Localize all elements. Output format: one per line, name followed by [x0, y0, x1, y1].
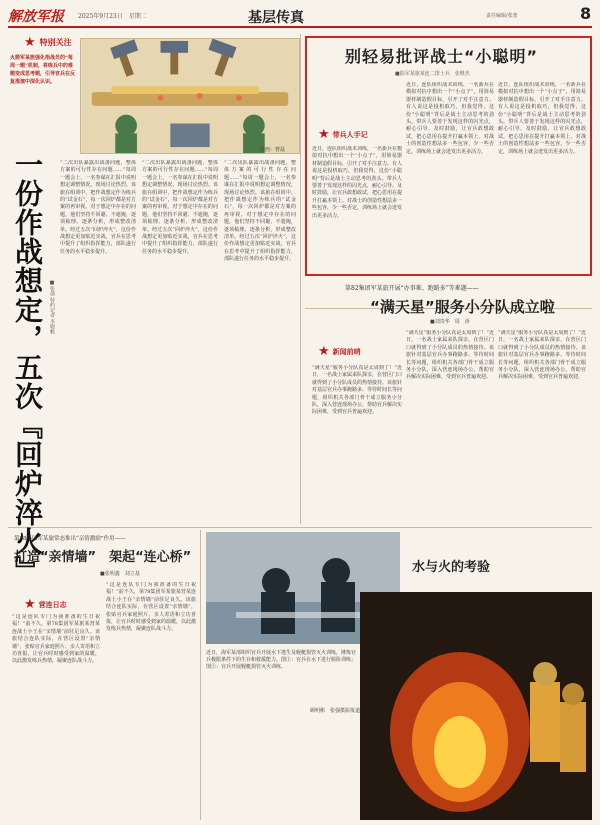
- star-icon: ★: [24, 35, 36, 50]
- relative-wall-title: 打造“亲情墙” 架起“连心桥”: [14, 550, 192, 565]
- firefighting-photo-illustration: [360, 592, 592, 820]
- service-team-kicker: 第82集团军某旅开展“办事难、跑路多”等难题——: [345, 285, 479, 292]
- star-icon: ★: [318, 127, 330, 142]
- special-focus-title: 一份作战想定，五次『回炉淬火』: [11, 150, 44, 585]
- fire-water-credit: 顾明彬 张强摄影报道: [309, 708, 360, 714]
- section-divider: [8, 527, 592, 528]
- special-focus-label: 特别关注: [39, 38, 72, 47]
- feature-body-col2: 近日，连队组织战术训练，一名新兵在模拟对抗中想出一个“小点子”，用简易器材制造假目标，引开了对手注意力。有人说这是投机取巧，但我觉得，这份“小聪明”背后是战士主动思考的劲头。带兵人要善于发现这样的闪光点，耐心引导、及时鼓励，让官兵敢想敢试，把心思用在提升打赢本领上。对战士的创造性想法多一些包容，少一些否定，训练场上就会迸发出更多活力。: [406, 82, 494, 155]
- special-focus-byline: ■张倩 特约记者 李晓帆: [49, 280, 55, 335]
- news-front-subhead: [318, 345, 361, 358]
- masthead: [8, 4, 592, 28]
- special-focus-header: [24, 36, 72, 49]
- editor-credit: 责任编辑/张蕾: [486, 13, 518, 19]
- column-divider: [200, 530, 201, 820]
- relative-wall-body-col2: “这是连队专门为我准备的生日祝福！”前不久，第78集团军某旅某营某连战士小王在“亲情墙”前驻足良久。该旅结合连队实际，在营区设置“亲情墙”，张贴官兵家庭照片、亲人寄语和立功喜报，让官兵时时感受到家的温暖，以此激发练兵热情，凝聚连队战斗力。: [106, 582, 196, 633]
- company-log-label: 营连日志: [38, 600, 67, 609]
- fire-water-title: 水与火的考验: [412, 560, 491, 575]
- service-team-body-col1: “满天星”服务小分队真是太周到了！”近日，一名战士家属来队探亲，在营区门口就得到了小分队成员的热情接待。该旅针对基层官兵办事跑路多、等待时间长等问题，组织机关各部门骨干成立服务小分队，深入营连现场办公，帮助官兵解决实际困难，受到官兵普遍欢迎。: [312, 365, 402, 416]
- special-focus-body-col1: “二次出队暴露出战备问题，整体方案的可行性存在问题……”每周一题会上，一名参谋在汇报中说明想定调整情况，现场讨论热烈。该旅在组训中，把作战想定作为练兵的“试金石”，每一次回炉都是对方案的再审视。对于想定中存在的问题，他们坚持不回避、不遮掩，逐项梳理、逐条分析，形成整改清单。经过五次“回炉淬火”，这份作战想定更加贴近实战，官兵在思考中提升了组织指挥能力，部队遂行任务的水平稳步提升。: [60, 160, 136, 255]
- cartoon-caption: 漫画：曹磊: [260, 147, 286, 153]
- service-team-body-col2: “满天星”服务小分队真是太周到了！”近日，一名战士家属来队探亲，在营区门口就得到了小分队成员的热情接待。该旅针对基层官兵办事跑路多、等待时间长等问题，组织机关各部门骨干成立服务小分队，深入营连现场办公，帮助官兵解决实际困难，受到官兵普遍欢迎。: [406, 330, 494, 381]
- company-log-subhead: [24, 598, 67, 611]
- star-icon: ★: [24, 597, 36, 612]
- feature-body-col1: 近日，连队组织战术训练，一名新兵在模拟对抗中想出一个“小点子”，用简易器材制造假目标，引开了对手注意力。有人说这是投机取巧，但我觉得，这份“小聪明”背后是战士主动思考的劲头。带兵人要善于发现这样的闪光点，耐心引导、及时鼓励，让官兵敢想敢试，把心思用在提升打赢本领上。对战士的创造性想法多一些包容，少一些否定，训练场上就会迸发出更多活力。: [312, 146, 402, 219]
- star-icon: ★: [318, 344, 330, 359]
- news-front-label: 新闻前哨: [332, 347, 361, 356]
- section-title: 基层传真: [248, 10, 304, 26]
- service-team-byline: ■刘贵华 周 涛: [430, 319, 470, 325]
- relative-wall-body-col1: “这是连队专门为我准备的生日祝福！”前不久，第78集团军某旅某营某连战士小王在“亲情墙”前驻足良久。该旅结合连队实际，在营区设置“亲情墙”，张贴官兵家庭照片、亲人寄语和立功喜报，让官兵时时感受到家的温暖，以此激发练兵热情，凝聚连队战斗力。: [12, 614, 100, 665]
- service-team-body-col3: “满天星”服务小分队真是太周到了！”近日，一名战士家属来队探亲，在营区门口就得到了小分队成员的热情接待。该旅针对基层官兵办事跑路多、等待时间长等问题，组织机关各部门骨干成立服务小分队，深入营连现场办公，帮助官兵解决实际困难，受到官兵普遍欢迎。: [498, 330, 586, 381]
- feature-subhead-label: 带兵人手记: [332, 130, 368, 139]
- feature-subhead: [318, 128, 368, 141]
- column-divider: [300, 34, 301, 524]
- special-focus-intro: 火箭军某旅强化指战员的“每周一题”机制，将练兵中的难题变成思考题，引导官兵在反复推演中深化认识。: [10, 55, 76, 85]
- service-team-title: “满天星”服务小分队成立啦: [370, 298, 555, 316]
- cartoon-illustration: [81, 39, 299, 153]
- feature-byline: ■陆军某旅某连二排士兵 张继杰: [395, 71, 470, 77]
- newspaper-logo: 解放军报: [8, 9, 64, 25]
- special-focus-body-col3: “二次出队暴露出战备问题，整体方案的可行性存在问题……”每周一题会上，一名参谋在汇报中说明想定调整情况，现场讨论热烈。该旅在组训中，把作战想定作为练兵的“试金石”，每一次回炉都是对方案的再审视。对于想定中存在的问题，他们坚持不回避、不遮掩，逐项梳理、逐条分析，形成整改清单。经过五次“回炉淬火”，这份作战想定更加贴近实战，官兵在思考中提升了组织指挥能力，部队遂行任务的水平稳步提升。: [224, 160, 296, 263]
- special-focus-body-col2: “二次出队暴露出战备问题，整体方案的可行性存在问题……”每周一题会上，一名参谋在汇报中说明想定调整情况，现场讨论热烈。该旅在组训中，把作战想定作为练兵的“试金石”，每一次回炉都是对方案的再审视。对于想定中存在的问题，他们坚持不回避、不遮掩，逐项梳理、逐条分析，形成整改清单。经过五次“回炉淬火”，这份作战想定更加贴近实战，官兵在思考中提升了组织指挥能力，部队遂行任务的水平稳步提升。: [142, 160, 218, 255]
- editorial-cartoon: [80, 38, 300, 154]
- page-number: 8: [580, 4, 592, 23]
- feature-title: 别轻易批评战士“小聪明”: [345, 47, 539, 66]
- fire-water-caption: 近日，海军某部组织官兵开展水下逃生及舰艇损管灭火训练，锤炼官兵极限条件下的生存和救援能力。图①：官兵在水下进行脱险训练；图②：官兵开展舰艇损管灭火训练。: [206, 650, 357, 670]
- issue-date: 2025年9月23日 星期二: [78, 13, 147, 20]
- feature-body-col3: 近日，连队组织战术训练，一名新兵在模拟对抗中想出一个“小点子”，用简易器材制造假目标，引开了对手注意力。有人说这是投机取巧，但我觉得，这份“小聪明”背后是战士主动思考的劲头。带兵人要善于发现这样的闪光点，耐心引导、及时鼓励，让官兵敢想敢试，把心思用在提升打赢本领上。对战士的创造性想法多一些包容，少一些否定，训练场上就会迸发出更多活力。: [498, 82, 586, 155]
- relative-wall-kicker: 第78集团军某旅常态推出“亲情激励”作用——: [14, 536, 126, 542]
- photo-firefighting-training: [360, 592, 592, 820]
- relative-wall-byline: ■张明鑫 刘立基: [100, 571, 140, 577]
